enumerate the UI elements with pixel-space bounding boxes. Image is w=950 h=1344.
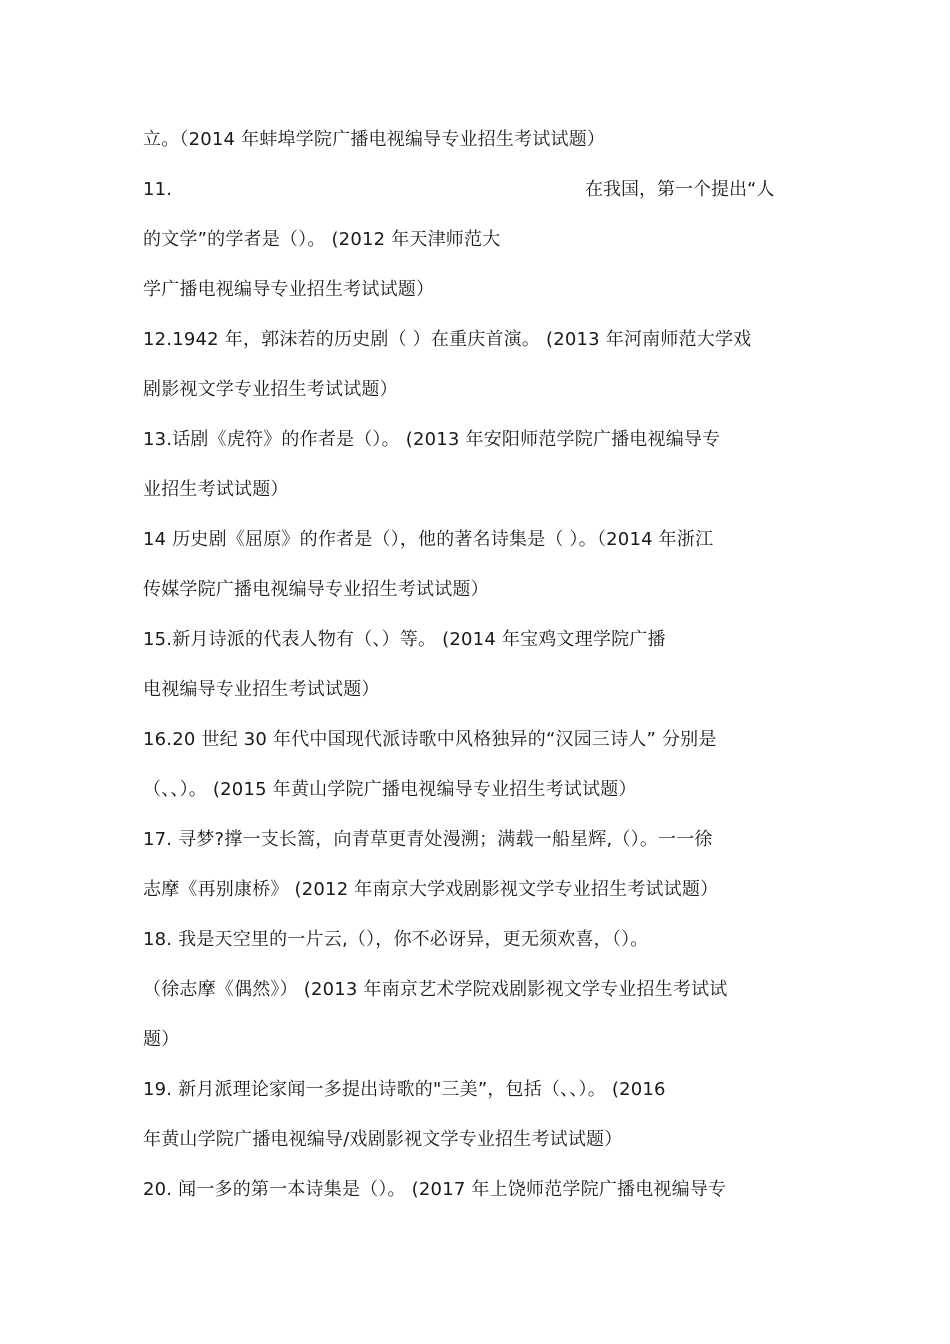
text-line: 业招生考试试题） [143, 479, 289, 500]
text-line: 14 历史剧《屈原》的作者是（），他的著名诗集是（ ）。（2014 年浙江 [143, 529, 714, 550]
text-line: 剧影视文学专业招生考试试题） [143, 379, 398, 400]
text-line: 15.新月诗派的代表人物有（、）等。 (2014 年宝鸡文理学院广播 [143, 629, 666, 650]
text-line: （、、）。 (2015 年黄山学院广播电视编导专业招生考试试题） [143, 779, 637, 800]
text-line: 17. 寻梦?撑一支长篙，向青草更青处漫溯；满载一船星辉,（）。一一徐 [143, 829, 713, 850]
text-line: 18. 我是天空里的一片云,（），你不必讶异，更无须欢喜，（）。 [143, 929, 649, 950]
text-line: 19. 新月派理论家闻一多提出诗歌的"三美”，包括（、、）。 (2016 [143, 1079, 666, 1100]
text-line: 题） [143, 1029, 180, 1050]
text-line: （徐志摩《偶然》） (2013 年南京艺术学院戏剧影视文学专业招生考试试 [143, 979, 728, 1000]
text-line: 传媒学院广播电视编导专业招生考试试题） [143, 579, 489, 600]
text-line: 13.话剧《虎符》的作者是（）。 (2013 年安阳师范学院广播电视编导专 [143, 429, 721, 450]
text-line: 12.1942 年，郭沫若的历史剧（ ）在重庆首演。 (2013 年河南师范大学戏 [143, 329, 752, 350]
text-line: 学广播电视编导专业招生考试试题） [143, 279, 435, 300]
text-line: 年黄山学院广播电视编导/戏剧影视文学专业招生考试试题） [143, 1129, 623, 1150]
text-line: 电视编导专业招生考试试题） [143, 679, 380, 700]
text-line: 在我国，第一个提出“人 [585, 179, 775, 200]
text-line: 立。（2014 年蚌埠学院广播电视编导专业招生考试试题） [143, 129, 606, 150]
text-line: 20. 闻一多的第一本诗集是（）。 (2017 年上饶师范学院广播电视编导专 [143, 1179, 727, 1200]
text-line: 的文学”的学者是（）。 (2012 年天津师范大 [143, 229, 501, 250]
question-number: 11. [143, 179, 173, 200]
text-line: 16.20 世纪 30 年代中国现代派诗歌中风格独异的“汉园三诗人” 分别是 [143, 729, 717, 750]
text-line: 志摩《再别康桥》 (2012 年南京大学戏剧影视文学专业招生考试试题） [143, 879, 719, 900]
